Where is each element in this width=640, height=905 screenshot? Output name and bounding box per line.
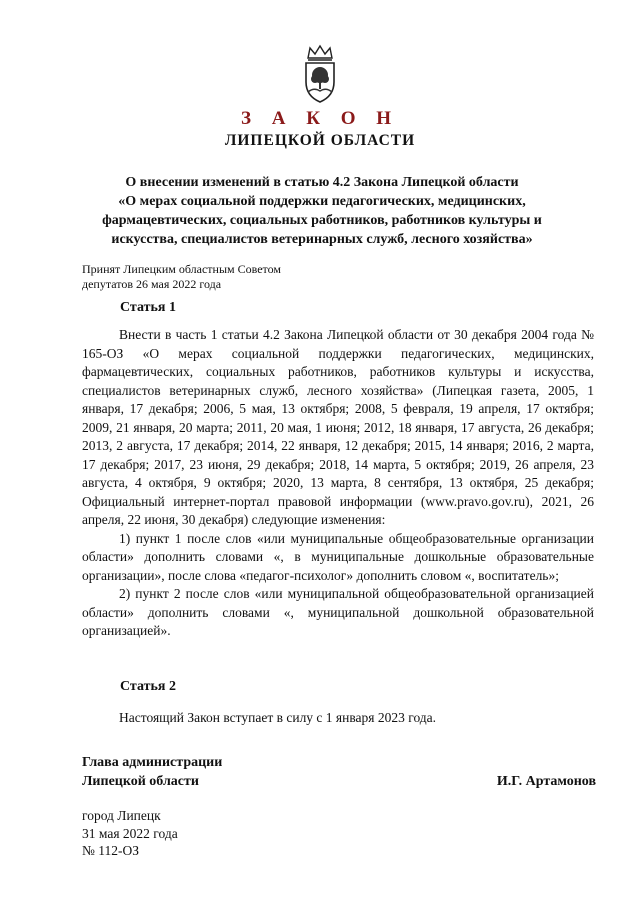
law-heading-line: О внесении изменений в статью 4.2 Закона Липецкой области xyxy=(125,175,519,190)
adoption-note xyxy=(82,262,281,292)
document-subtitle: ЛИПЕЦКОЙ ОБЛАСТИ xyxy=(224,132,416,149)
law-heading xyxy=(80,173,564,249)
article-1-paragraph: 2) пункт 2 после слов «или муниципальной общеобразовательной организацией области» дополнить словами «, муниципальной дошкольной образовательной организацией». xyxy=(82,586,594,638)
article-2-title: Статья 2 xyxy=(120,679,176,694)
article-2-body xyxy=(82,709,594,728)
signatory-position-line: Глава администрации xyxy=(82,755,223,770)
footer-city: город Липецк xyxy=(82,808,161,823)
adoption-note-line: Принят Липецким областным Советом xyxy=(82,262,281,276)
adoption-note-line: депутатов 26 мая 2022 года xyxy=(82,277,222,291)
law-heading-line: «О мерах социальной поддержки педагогических, медицинских, xyxy=(118,194,526,209)
article-1-paragraph: Внести в часть 1 статьи 4.2 Закона Липецкой области от 30 декабря 2004 года № 165-ОЗ «О мерах социальной поддержки педагогических, медицинских, фармацевтических, социальных работников, работников культуры и искусства, специалистов ветеринарных служб, лесного хозяйства» (Липецкая газета, 2005, 1 января, 17 декабря; 2006, 5 мая, 13 октября; 2008, 5 февраля, 19 апреля, 17 октября; 2009, 21 января, 20 марта; 2011, 20 мая, 1 июня; 2012, 18 января, 17 августа, 26 декабря; 2013, 2 августа, 17 декабря; 2014, 22 января, 12 декабря; 2015, 14 января; 2016, 2 марта, 17 декабря; 2017, 23 июня, 29 декабря; 2018, 14 марта, 5 октября; 2019, 26 апреля, 23 августа, 4 октября, 9 октября; 2020, 13 марта, 8 сентября, 13 октября, 25 декабря; Официальный интернет-портал правовой информации (www.pravo.gov.ru), 2021, 26 апреля, 22 июня, 30 декабря) следующие изменения: xyxy=(82,327,594,527)
signatory-name: И.Г. Артамонов xyxy=(496,774,596,789)
document-footer xyxy=(82,807,178,860)
article-1-paragraph: 1) пункт 1 после слов «или муниципальные общеобразовательные организации области» дополнить словами «, в муниципальные дошкольные образовательные организации», после слова «педагог-психолог» дополнить словом «, воспитатель»; xyxy=(82,530,594,583)
signatory-position-line: Липецкой области xyxy=(82,774,199,789)
article-1-body xyxy=(82,326,594,641)
signatory-position xyxy=(82,753,222,791)
law-heading-line: искусства, специалистов ветеринарных служб, лесного хозяйства» xyxy=(111,232,533,247)
law-heading-line: фармацевтических, социальных работников, работников культуры и xyxy=(102,213,542,228)
footer-number: № 112-ОЗ xyxy=(82,843,140,858)
document-title: З А К О Н xyxy=(240,108,400,129)
article-1-title: Статья 1 xyxy=(120,300,176,315)
article-2-paragraph: Настоящий Закон вступает в силу с 1 января 2023 года. xyxy=(119,710,437,725)
lipetsk-coat-of-arms-icon xyxy=(298,44,342,104)
footer-date: 31 мая 2022 года xyxy=(82,825,178,841)
